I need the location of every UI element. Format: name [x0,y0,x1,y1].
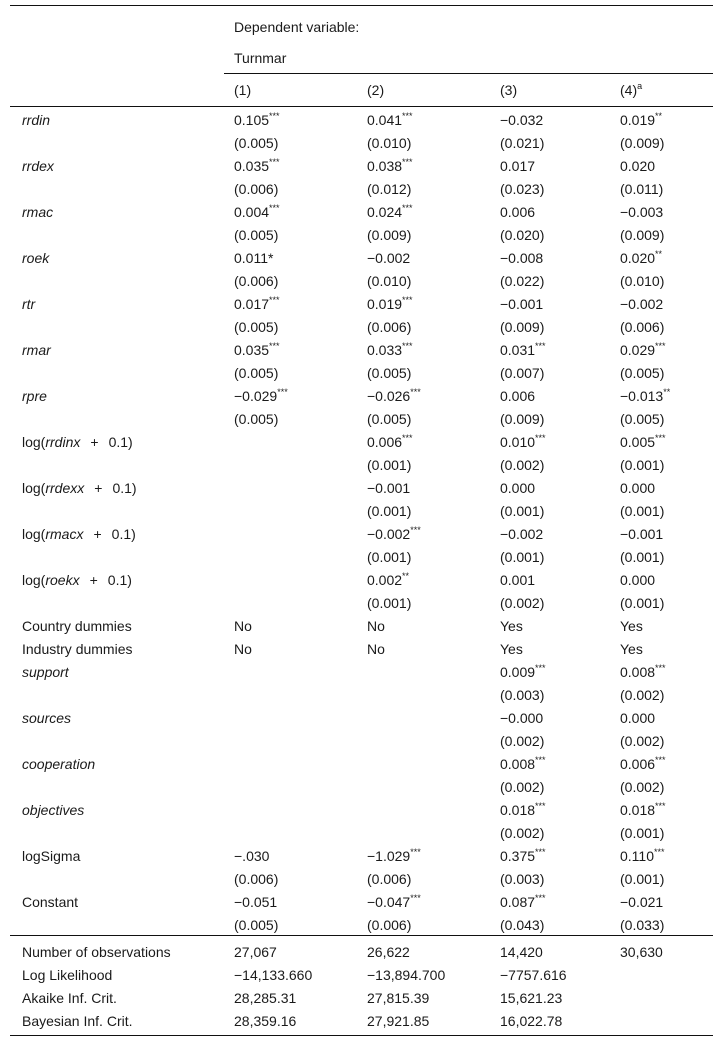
table-cell: −.030 [234,848,270,864]
row-label: roek [22,250,50,266]
table-cell: (0.002) [500,733,545,749]
stat-label: Akaike Inf. Crit. [22,990,117,1006]
stat-label: Log Likelihood [22,967,113,983]
table-row [10,155,713,178]
column-header-rule [10,106,713,107]
table-cell: (0.006) [234,273,279,289]
table-cell: 0.024*** [367,203,413,220]
significance-stars: *** [410,387,421,397]
table-cell: Yes [500,618,523,634]
table-row [10,799,713,822]
stat-cell: 15,621.23 [500,990,563,1006]
dependent-variable-label: Dependent variable: [234,19,360,35]
stat-row [10,964,713,987]
significance-stars: ** [663,387,671,397]
table-cell: −0.002 [620,296,664,312]
table-cell: No [367,618,385,634]
table-cell: (0.005) [620,365,665,381]
table-cell: (0.002) [620,733,665,749]
table-cell: (0.005) [234,135,279,151]
table-row [10,891,713,914]
table-cell: (0.020) [500,227,545,243]
table-row-stderr [10,592,713,615]
table-cell: −0.008 [500,250,544,266]
table-cell: (0.006) [234,181,279,197]
table-cell: 0.035*** [234,341,280,358]
table-cell: 0.000 [620,710,656,726]
row-label: rpre [22,388,47,404]
table-cell: (0.001) [500,503,545,519]
table-row-stderr [10,362,713,385]
table-cell: (0.006) [367,917,412,933]
stat-cell: 16,022.78 [500,1013,563,1029]
table-row-stderr [10,178,713,201]
table-cell: 0.008*** [620,663,666,680]
column-header-3: (3) [500,82,518,98]
table-row [10,569,713,592]
table-row [10,707,713,730]
significance-stars: ** [655,249,663,259]
table-row [10,109,713,132]
table-cell: 0.020** [620,249,663,266]
column-header-1: (1) [234,82,252,98]
table-cell: (0.001) [367,595,412,611]
table-cell: No [234,618,252,634]
significance-stars: *** [535,663,546,673]
table-row-stderr [10,914,713,937]
table-row [10,638,713,661]
table-row [10,247,713,270]
table-row-stderr [10,454,713,477]
significance-stars: ** [655,111,663,121]
row-label: rmar [22,342,51,358]
table-row-stderr [10,730,713,753]
table-cell: (0.021) [500,135,545,151]
table-cell: 0.005*** [620,433,666,450]
table-cell: (0.001) [620,457,665,473]
table-cell: (0.033) [620,917,665,933]
table-cell: −0.001 [500,296,544,312]
row-label: log(rrdinx + 0.1) [22,434,133,450]
table-cell: −0.001 [367,480,411,496]
table-cell: (0.011) [620,181,664,197]
table-cell: 0.105*** [234,111,280,128]
significance-stars: *** [269,295,280,305]
table-cell: (0.005) [367,365,412,381]
column-header-2: (2) [367,82,385,98]
table-cell: (0.005) [234,917,279,933]
table-cell: (0.006) [367,319,412,335]
significance-stars: *** [410,847,421,857]
table-cell: (0.001) [620,595,665,611]
table-cell: 0.010*** [500,433,546,450]
row-label: log(roekx + 0.1) [22,572,132,588]
significance-stars: *** [410,893,421,903]
table-cell: (0.006) [234,871,279,887]
table-row-stderr [10,224,713,247]
row-label: rtr [22,296,36,312]
table-cell: (0.012) [367,181,412,197]
table-cell: (0.010) [367,135,412,151]
table-cell: 0.038*** [367,157,413,174]
significance-stars: *** [655,341,666,351]
significance-stars: *** [402,203,413,213]
significance-stars: *** [402,111,413,121]
table-row-stderr [10,316,713,339]
table-cell: 0.018*** [620,801,666,818]
table-cell: (0.009) [500,411,545,427]
row-label: Industry dummies [22,641,133,657]
table-cell: Yes [620,641,643,657]
significance-stars: *** [269,341,280,351]
significance-stars: *** [535,755,546,765]
table-cell: (0.001) [620,825,665,841]
table-cell: 0.087*** [500,893,546,910]
table-cell: 0.018*** [500,801,546,818]
table-cell: No [234,641,252,657]
table-cell: 0.041*** [367,111,413,128]
table-cell: 0.006*** [367,433,413,450]
table-cell: (0.009) [500,319,545,335]
table-cell: (0.001) [367,549,412,565]
table-row [10,431,713,454]
significance-stars: *** [402,157,413,167]
table-cell: (0.002) [500,595,545,611]
table-cell: 0.000 [620,480,656,496]
table-cell: (0.022) [500,273,545,289]
table-cell: (0.002) [620,687,665,703]
table-cell: Yes [500,641,523,657]
table-cell: 0.033*** [367,341,413,358]
table-row-stderr [10,408,713,431]
table-cell: 0.009*** [500,663,546,680]
table-cell: 0.017*** [234,295,280,312]
significance-stars: *** [269,157,280,167]
table-cell: 0.035*** [234,157,280,174]
significance-stars: *** [410,525,421,535]
table-row [10,477,713,500]
table-cell: (0.009) [620,135,665,151]
table-cell: (0.003) [500,687,545,703]
table-cell: −0.000 [500,710,544,726]
table-cell: 0.019*** [367,295,413,312]
table-row [10,523,713,546]
table-row-stderr [10,500,713,523]
table-row [10,293,713,316]
table-cell: 0.020 [620,158,656,174]
significance-stars: ** [402,571,410,581]
table-row [10,615,713,638]
significance-stars: *** [402,433,413,443]
table-cell: (0.005) [234,319,279,335]
table-cell: 0.029*** [620,341,666,358]
significance-stars: *** [402,295,413,305]
table-cell: (0.005) [234,365,279,381]
stat-cell: −7757.616 [500,967,567,983]
table-cell: −0.021 [620,894,664,910]
table-cell: 0.006 [500,204,536,220]
table-cell: (0.023) [500,181,545,197]
column-header-4-note: a [637,81,643,91]
significance-stars: *** [277,387,288,397]
table-cell: (0.001) [620,871,665,887]
table-cell: (0.002) [500,825,545,841]
significance-stars: *** [535,801,546,811]
table-cell: 0.008*** [500,755,546,772]
significance-stars: *** [654,847,665,857]
table-cell: (0.005) [367,411,412,427]
table-cell: 0.002** [367,571,410,588]
table-cell: 0.006*** [620,755,666,772]
table-cell: (0.002) [620,779,665,795]
table-cell: (0.001) [500,549,545,565]
table-cell: (0.010) [367,273,412,289]
stat-cell: −13,894.700 [367,967,446,983]
table-cell: 0.000 [620,572,656,588]
row-label: cooperation [22,756,96,772]
table-cell: 0.001 [500,572,536,588]
table-cell: −0.002*** [367,525,421,542]
significance-stars: *** [535,433,546,443]
table-cell: (0.043) [500,917,545,933]
significance-stars: *** [269,111,280,121]
table-row [10,385,713,408]
significance-stars: *** [655,801,666,811]
column-header-4: $(4)^a$ [620,81,643,98]
stat-label: Number of observations [22,944,171,960]
table-cell: (0.006) [367,871,412,887]
table-cell: 0.019** [620,111,663,128]
row-label: Constant [22,894,79,910]
table-row [10,339,713,362]
table-cell: 0.110*** [620,847,665,864]
stat-cell: 27,067 [234,944,277,960]
table-row-stderr [10,684,713,707]
table-cell: −0.002 [500,526,544,542]
row-label: logSigma [22,848,81,864]
significance-stars: *** [402,341,413,351]
table-cell: −0.003 [620,204,664,220]
table-row [10,753,713,776]
row-label: sources [22,710,72,726]
table-cell: −0.002 [367,250,411,266]
significance-stars: *** [535,893,546,903]
table-cell: (0.005) [234,227,279,243]
stat-cell: 28,359.16 [234,1013,297,1029]
table-row [10,661,713,684]
significance-stars: *** [269,203,280,213]
table-cell: (0.003) [500,871,545,887]
stat-cell: 27,815.39 [367,990,430,1006]
table-cell: 0.000 [500,480,536,496]
table-cell: 0.006 [500,388,536,404]
stat-label: Bayesian Inf. Crit. [22,1013,133,1029]
table-row-stderr [10,822,713,845]
stat-cell: 28,285.31 [234,990,297,1006]
significance-stars: *** [655,433,666,443]
row-label: rrdex [22,158,54,174]
table-row-stderr [10,776,713,799]
table-cell: −0.029*** [234,387,288,404]
table-cell: (0.007) [500,365,545,381]
row-label: log(rrdexx + 0.1) [22,480,137,496]
bottom-rule [10,1035,713,1036]
table-cell: −1.029*** [367,847,421,864]
table-cell: −0.026*** [367,387,421,404]
table-cell: (0.006) [620,319,665,335]
table-cell: No [367,641,385,657]
table-cell: 0.017 [500,158,536,174]
stat-cell: 30,630 [620,944,663,960]
significance-stars: *** [535,341,546,351]
table-cell: 0.031*** [500,341,546,358]
table-cell: (0.009) [620,227,665,243]
table-cell: (0.009) [367,227,412,243]
stats-rule [10,935,713,936]
table-cell: (0.005) [234,411,279,427]
table-cell: (0.001) [367,503,412,519]
row-label: support [22,664,69,680]
table-cell: (0.001) [620,503,665,519]
table-cell: (0.001) [620,549,665,565]
header-rule [224,73,713,74]
stat-cell: 14,420 [500,944,543,960]
stat-cell: 26,622 [367,944,410,960]
table-cell: −0.013** [620,387,671,404]
table-cell: 0.375*** [500,847,546,864]
row-label: rrdin [22,112,51,128]
row-label: objectives [22,802,85,818]
table-cell: (0.001) [367,457,412,473]
table-cell: (0.010) [620,273,665,289]
table-row-stderr [10,270,713,293]
stat-cell: 27,921.85 [367,1013,430,1029]
table-cell: 0.004*** [234,203,280,220]
table-row-stderr [10,546,713,569]
stat-row [10,941,713,964]
table-cell: −0.051 [234,894,278,910]
dependent-variable-name: Turnmar [234,50,287,66]
stat-row [10,1010,713,1033]
table-cell: (0.002) [500,457,545,473]
significance-stars: *** [655,663,666,673]
table-cell: Yes [620,618,643,634]
stat-row [10,987,713,1010]
row-label: log(rmacx + 0.1) [22,526,136,542]
row-label: rmac [22,204,54,220]
table-row [10,201,713,224]
table-row-stderr [10,132,713,155]
significance-stars: *** [655,755,666,765]
table-cell: −0.001 [620,526,664,542]
table-row-stderr [10,868,713,891]
table-cell: 0.011* [234,250,274,266]
table-cell: (0.005) [620,411,665,427]
table-row [10,845,713,868]
table-cell: −0.047*** [367,893,421,910]
row-label: Country dummies [22,618,132,634]
table-cell: (0.002) [500,779,545,795]
table-cell: −0.032 [500,112,544,128]
top-rule [10,5,713,6]
stat-cell: −14,133.660 [234,967,313,983]
significance-stars: *** [535,847,546,857]
